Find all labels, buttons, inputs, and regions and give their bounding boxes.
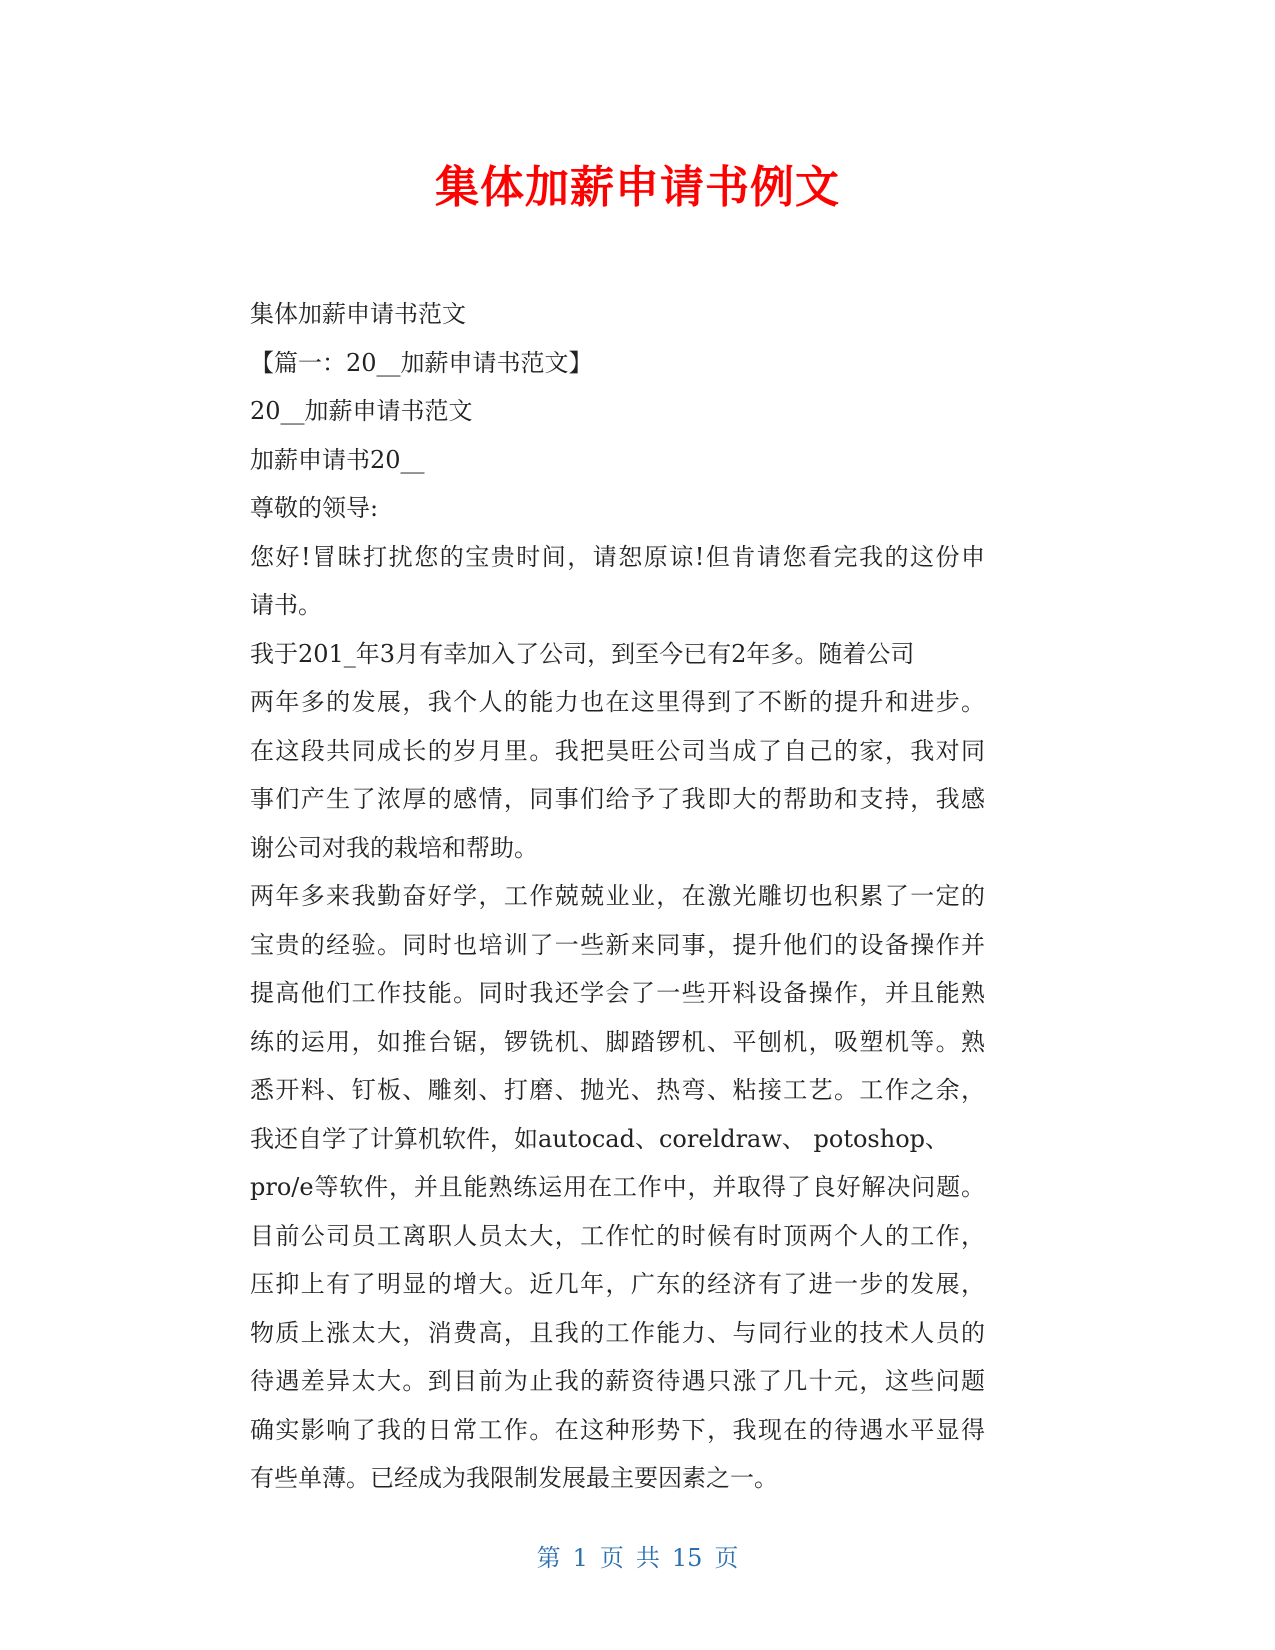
body-line: 尊敬的领导: bbox=[250, 494, 379, 522]
body-line: 我于201_年3月有幸加入了公司，到至今已有2年多。随着公司 bbox=[250, 639, 915, 668]
body-line: 悉开料、钉板、雕刻、打磨、抛光、热弯、粘接工艺。工作之余， bbox=[250, 1076, 985, 1104]
body-line: 两年多来我勤奋好学，工作兢兢业业，在激光雕切也积累了一定的 bbox=[250, 882, 985, 910]
body-line: 练的运用，如推台锯，锣铣机、脚踏锣机、平刨机，吸塑机等。熟 bbox=[250, 1027, 985, 1056]
body-line: 确实影响了我的日常工作。在这种形势下，我现在的待遇水平显得 bbox=[250, 1415, 985, 1444]
body-line: pro/e等软件，并且能熟练运用在工作中，并取得了良好解决问题。 bbox=[250, 1173, 985, 1201]
body-line: 待遇差异太大。到目前为止我的薪资待遇只涨了几十元，这些问题 bbox=[250, 1367, 985, 1395]
body-line: 压抑上有了明显的增大。近几年，广东的经济有了进一步的发展， bbox=[250, 1270, 985, 1298]
body-line: 20__加薪申请书范文 bbox=[250, 397, 473, 425]
body-line: 【篇一：20__加薪申请书范文】 bbox=[250, 348, 593, 377]
document-body bbox=[250, 290, 985, 1503]
body-line: 两年多的发展，我个人的能力也在这里得到了不断的提升和进步。 bbox=[250, 688, 985, 716]
body-line: 集体加薪申请书范文 bbox=[250, 300, 466, 328]
body-line: 您好!冒昧打扰您的宝贵时间，请恕原谅!但肯请您看完我的这份申 bbox=[250, 542, 985, 571]
page-label-mid: 页 bbox=[599, 1544, 624, 1572]
page-footer bbox=[0, 1540, 1275, 1576]
body-line: 目前公司员工离职人员太大，工作忙的时候有时顶两个人的工作， bbox=[250, 1221, 985, 1250]
body-line: 请书。 bbox=[250, 591, 322, 619]
body-line: 在这段共同成长的岁月里。我把昊旺公司当成了自己的家，我对同 bbox=[250, 736, 985, 765]
total-pages-number: 15 bbox=[671, 1544, 703, 1572]
total-label: 共 bbox=[635, 1544, 660, 1572]
body-line: 宝贵的经验。同时也培训了一些新来同事，提升他们的设备操作并 bbox=[250, 930, 985, 959]
page-label-suffix: 页 bbox=[714, 1544, 739, 1572]
body-line: 物质上涨太大，消费高，且我的工作能力、与同行业的技术人员的 bbox=[250, 1318, 985, 1347]
body-line: 事们产生了浓厚的感情，同事们给予了我即大的帮助和支持，我感 bbox=[250, 785, 985, 813]
page-label-prefix: 第 bbox=[536, 1544, 561, 1572]
body-line: 提高他们工作技能。同时我还学会了一些开料设备操作，并且能熟 bbox=[250, 979, 985, 1007]
body-line: 我还自学了计算机软件，如autocad、coreldraw、 potoshop、 bbox=[250, 1124, 950, 1153]
body-line: 加薪申请书20__ bbox=[250, 445, 425, 474]
body-line: 有些单薄。已经成为我限制发展最主要因素之一。 bbox=[250, 1464, 778, 1492]
current-page-number: 1 bbox=[572, 1544, 588, 1572]
body-line: 谢公司对我的栽培和帮助。 bbox=[250, 833, 538, 862]
document-title: 集体加薪申请书例文 bbox=[435, 162, 840, 213]
